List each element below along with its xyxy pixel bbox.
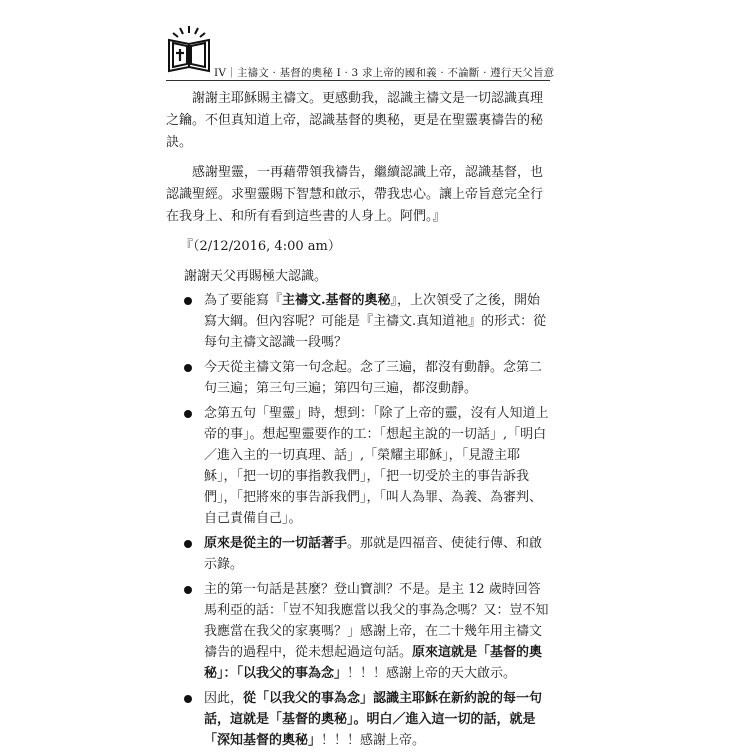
bullet-bold-text: 原來是從主的一切話著手 [204, 536, 348, 551]
bullet-text: 。那就是四福音、使徒行傳、和啟示錄。 [204, 536, 543, 572]
header-rule [166, 80, 550, 81]
bullet-text: 主的第一句話是甚麼？登山寶訓？不是。是主 12 歲時回答馬利亞的話：「豈不知我應當以我父的事為念嗎？又：豈不知我應當在我父的家裏嗎？」感謝上帝，在二十幾年用主禱文禱告的過程中，從未想起過這句話。 [204, 582, 549, 660]
body-text [166, 88, 550, 755]
bullet-dot-icon [184, 586, 192, 594]
bullet-dot-icon [184, 540, 192, 548]
bullet-text: 今天從主禱文第一句念起。念了三遍，都沒有動靜。念第二句三遍；第三句三遍；第四句三遍，都沒動靜。 [204, 360, 543, 396]
bullet-dot-icon [184, 364, 192, 372]
bullet-item [166, 357, 550, 399]
paragraph: 謝謝主耶穌賜主禱文。更感動我，認識主禱文是一切認識真理之鑰。不但真知道上帝，認識基督的奧秘，更是在聖靈裏禱告的秘訣。 [166, 91, 544, 150]
date-line: 『（2/12/2016, 4:00 am） [180, 239, 341, 254]
bullet-item [166, 533, 550, 575]
bullet-item [166, 290, 550, 353]
bullet-text: 為了要能寫『 [204, 293, 283, 308]
bullet-text: ！！！感謝上帝。 [321, 733, 426, 748]
bullet-item [166, 579, 550, 684]
bullet-bold-text: 原來這就是「基督的奧秘」：「以我父的事為念」 [204, 645, 543, 681]
running-header: IV｜主禱文 · 基督的奧秘 I · 3 求上帝的國和義 · 不論斷 · 遵行天父旨意 [214, 67, 555, 79]
bullet-item [166, 403, 550, 529]
book-cross-icon [166, 24, 212, 74]
bullet-bold-text: 主禱文.基督的奧秘 [282, 293, 391, 308]
bullet-dot-icon [184, 695, 192, 703]
bullet-text: 因此， [204, 691, 244, 706]
bullet-dot-icon [184, 410, 192, 418]
bullet-dot-icon [184, 297, 192, 305]
bullet-text: 』，上次領受了之後，開始寫大綱。但內容呢？可能是『主禱文.真知道祂』的形式：從每句主禱文認識一段嗎？ [204, 293, 547, 350]
bullet-text: 念第五句「聖靈」時，想到：「除了上帝的靈，沒有人知道上帝的事」。想起聖靈要作的工：「想起主說的一切話」,「明白／進入主的一切真理、話」,「榮耀主耶穌」，「見證主耶穌」，「把一切的事指教我們」，「把一切受於主的事告訴我們」，「把將來的事告訴我們」，「叫人為罪、為義、為審判、自己責備自己」。 [204, 406, 549, 526]
bullet-bold-text: 從「以我父的事為念」認識主耶穌在新約說的每一句話，這就是「基督的奧秘」。明白／進入這一切的話，就是「深知基督的奧秘」 [204, 691, 543, 748]
bullet-item [166, 688, 550, 751]
bullet-text: ！！！感謝上帝的天大啟示。 [347, 666, 517, 681]
paragraph: 感謝聖靈，一再藉帶領我禱告，繼續認識上帝，認識基督，也認識聖經。求聖靈賜下智慧和啟示，帶我忠心。讓上帝旨意完全行在我身上、和所有看到這些書的人身上。阿們。』 [166, 165, 544, 224]
intro-line: 謝謝天父再賜極大認識。 [184, 269, 328, 284]
bullet-list [166, 290, 550, 751]
